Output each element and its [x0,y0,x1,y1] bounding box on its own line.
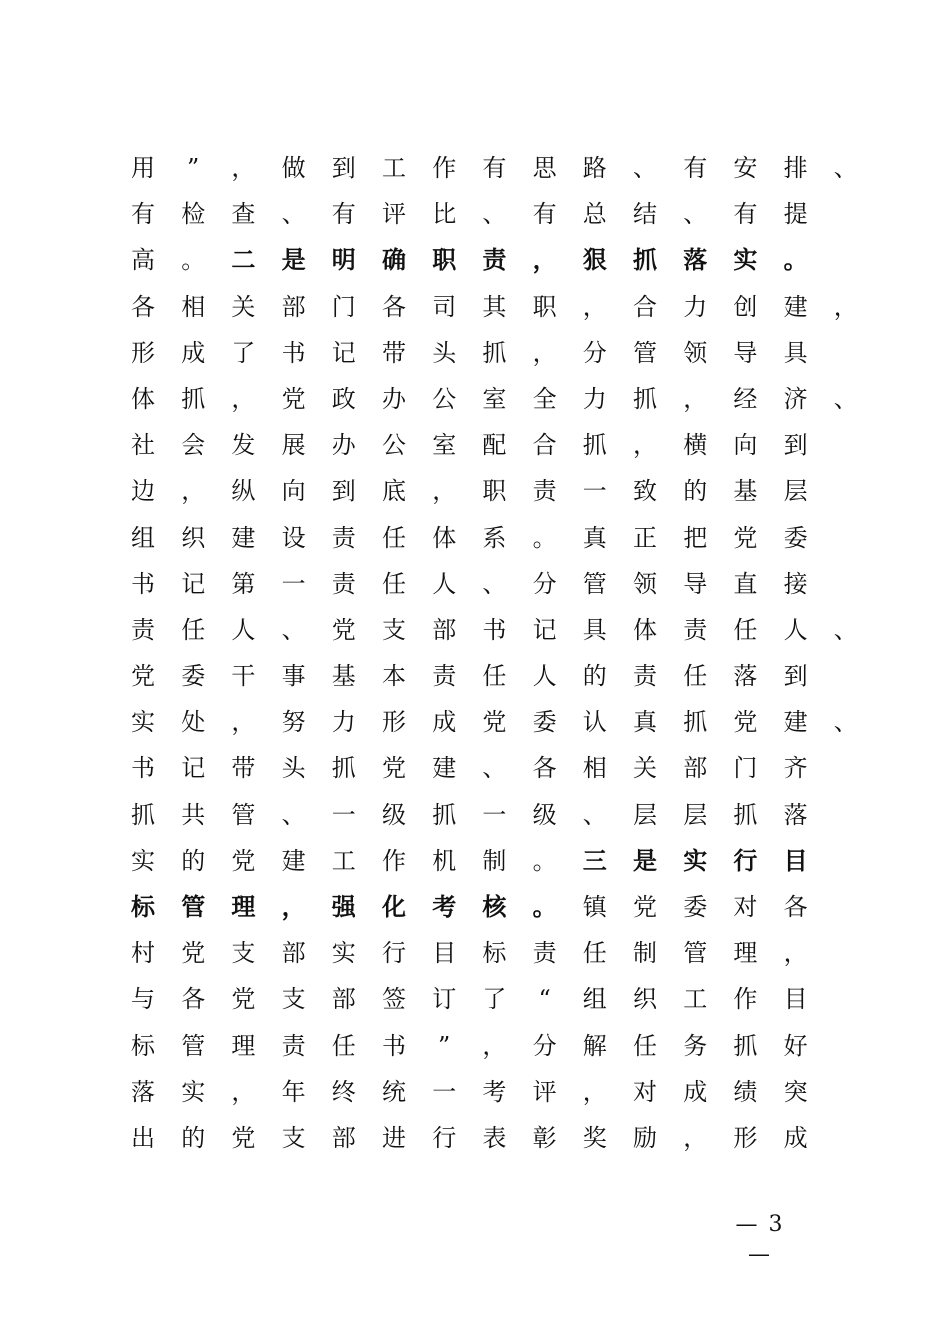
text-line: 社 会 发 展 办 公 室 配 合 抓 ， 横 向 到 [131,431,808,460]
text-line: 标 管 理 ， 强 化 考 核 。 镇 党 委 对 各 [131,892,808,921]
text-line: 落 实 ， 年 终 统 一 考 评 ， 对 成 绩 突 [131,1077,808,1106]
text-line: 与 各 党 支 部 签 订 了 “ 组 织 工 作 目 [131,985,808,1014]
text-line: 有 检 查 、 有 评 比 、 有 总 结 、 有 提 [131,200,808,229]
text-line: 出 的 党 支 部 进 行 表 彰 奖 励 ， 形 成 [131,1123,808,1152]
text-line: 用 ” ， 做 到 工 作 有 思 路 、 有 安 排 、 [131,154,858,182]
text-line: 边 ， 纵 向 到 底 ， 职 责 一 致 的 基 层 [131,477,808,506]
text-line: 实 的 党 建 工 作 机 制 。 三 是 实 行 目 [131,845,808,875]
text-line: 书 记 第 一 责 任 人 、 分 管 领 导 直 接 [131,569,808,598]
text-line: 实 处 ， 努 力 形 成 党 委 认 真 抓 党 建 、 [131,708,858,737]
text-line: 村 党 支 部 实 行 目 标 责 任 制 管 理 ， [131,939,808,968]
text-line: 形 成 了 书 记 带 头 抓 ， 分 管 领 导 具 [131,338,808,367]
text-line: 各 相 关 部 门 各 司 其 职 ， 合 力 创 建 ， [131,292,858,321]
text-line: 体 抓 ， 党 政 办 公 室 全 力 抓 ， 经 济 、 [131,384,858,413]
body-text [130,145,858,1161]
text-line: 书 记 带 头 抓 党 建 、 各 相 关 部 门 齐 [131,754,808,783]
page-number: — 3 — [735,1212,785,1267]
text-line: 党 委 干 事 基 本 责 任 人 的 责 任 落 到 [131,662,808,691]
text-line: 高 。 二 是 明 确 职 责 ， 狠 抓 落 实 。 [131,245,808,275]
text-line: 标 管 理 责 任 书 ” ， 分 解 任 务 抓 好 [131,1031,808,1060]
text-line: 组 织 建 设 责 任 体 系 。 真 正 把 党 委 [131,523,808,552]
text-line: 责 任 人 、 党 支 部 书 记 具 体 责 任 人 、 [131,615,858,644]
text-line: 抓 共 管 、 一 级 抓 一 级 、 层 层 抓 落 [131,800,808,829]
